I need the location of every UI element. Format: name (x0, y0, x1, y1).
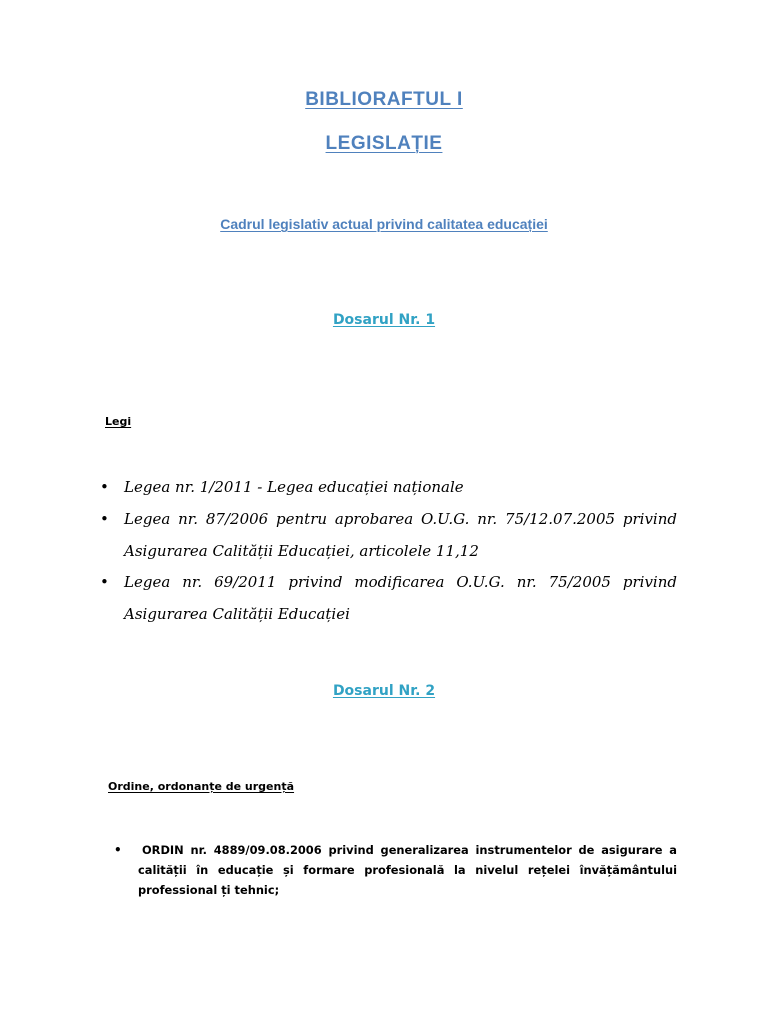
document-subtitle-heading: LEGISLAȚIE (325, 133, 443, 154)
list-item: • Legea nr. 87/2006 pentru aprobarea O.U.G. nr. 75/12.07.2005 privind Asigurarea Calității Educației, articolele 11,12 (124, 503, 677, 567)
list-item: • ORDIN nr. 4889/09.08.2006 privind generalizarea instrumentelor de asigurare a calității în educație și formare profesională la nivelul rețelei învățământului professional ți tehnic; (138, 840, 677, 900)
bullet-icon: • (114, 843, 122, 857)
list-item: • Legea nr. 69/2011 privind modificarea O.U.G. nr. 75/2005 privind Asigurarea Calității Educației (124, 566, 677, 630)
list-item: • Legea nr. 1/2011 - Legea educației naționale (124, 471, 677, 503)
document-title: BIBLIORAFTUL I (305, 89, 463, 110)
bullet-icon: • (100, 510, 109, 528)
dosar-2-heading: Dosarul Nr. 2 (332, 683, 436, 699)
section-heading-legi: Legi (105, 415, 132, 428)
bullet-icon: • (100, 573, 109, 591)
bullet-icon: • (100, 478, 109, 496)
dosar-1-heading: Dosarul Nr. 1 (332, 312, 436, 328)
document-subtitle: Cadrul legislativ actual privind calitatea educației (220, 216, 548, 232)
section-heading-ordine: Ordine, ordonanțe de urgență (108, 780, 295, 793)
